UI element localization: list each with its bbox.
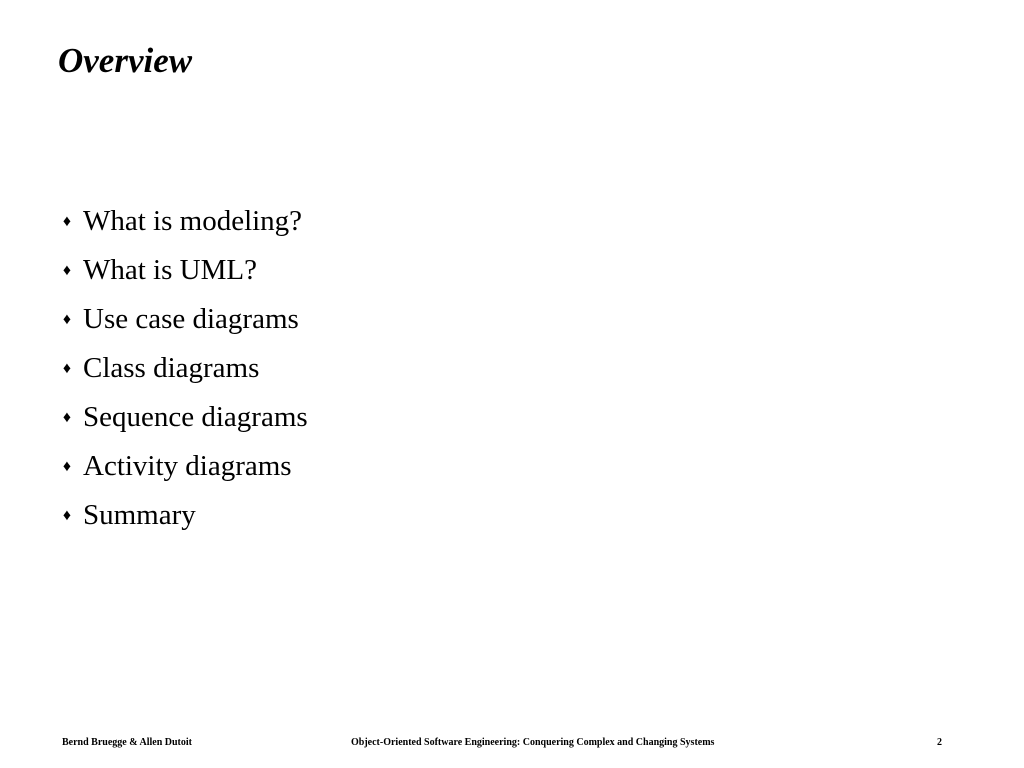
footer-page-number: 2 <box>937 737 942 748</box>
diamond-bullet-icon: ♦ <box>62 310 72 328</box>
bullet-item-use-case <box>52 295 308 344</box>
diamond-bullet-icon: ♦ <box>62 457 72 475</box>
diamond-bullet-icon: ♦ <box>62 359 72 377</box>
bullet-text: Class diagrams <box>83 352 260 384</box>
bullet-text: What is UML? <box>83 254 257 286</box>
bullet-item-summary <box>52 491 308 540</box>
bullet-text: Sequence diagrams <box>83 401 308 433</box>
bullet-item-modeling <box>52 197 308 246</box>
bullet-text: What is modeling? <box>83 205 303 237</box>
diamond-bullet-icon: ♦ <box>62 408 72 426</box>
bullet-item-class <box>52 344 308 393</box>
bullet-list <box>52 197 308 540</box>
bullet-item-sequence <box>52 393 308 442</box>
footer-book-title: Object-Oriented Software Engineering: Conquering Complex and Changing Systems <box>351 737 715 748</box>
bullet-text: Activity diagrams <box>83 450 292 482</box>
bullet-text: Use case diagrams <box>83 303 299 335</box>
footer-authors: Bernd Bruegge & Allen Dutoit <box>62 737 192 748</box>
diamond-bullet-icon: ♦ <box>62 212 72 230</box>
bullet-item-activity <box>52 442 308 491</box>
bullet-item-uml <box>52 246 308 295</box>
bullet-text: Summary <box>83 499 196 531</box>
diamond-bullet-icon: ♦ <box>62 506 72 524</box>
slide-title: Overview <box>58 41 193 80</box>
diamond-bullet-icon: ♦ <box>62 261 72 279</box>
